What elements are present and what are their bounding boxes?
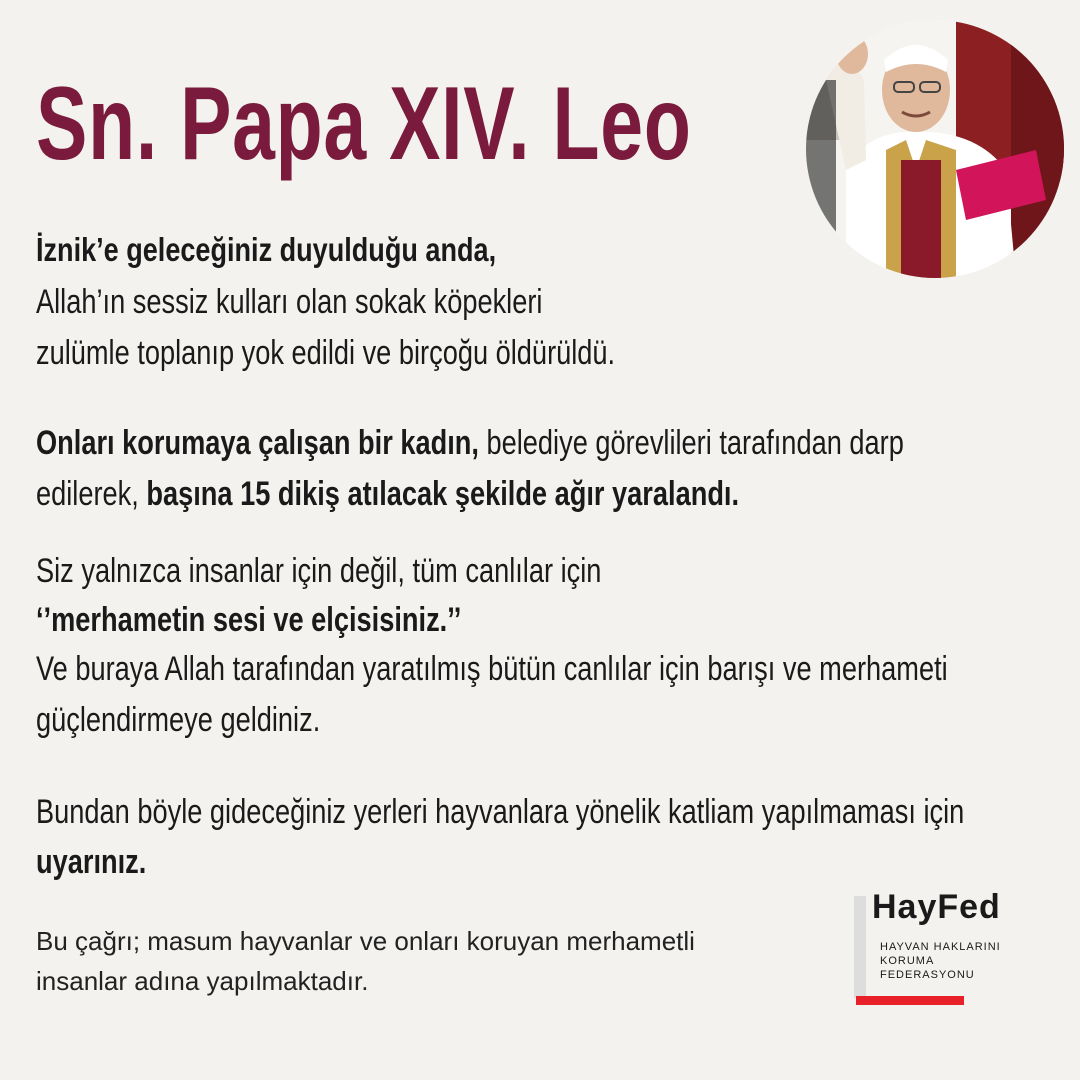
logo-name: HayFed <box>872 888 1001 926</box>
logo-sub-line3: FEDERASYONU <box>880 969 975 981</box>
paragraph2-line1-regular: belediye görevlileri tarafından darp <box>478 424 904 462</box>
logo-bar <box>854 896 866 998</box>
page-title: Sn. Papa XIV. Leo <box>36 66 692 182</box>
paragraph2-line2-bold: başına 15 dikiş atılacak şekilde ağır yaralandı. <box>146 475 740 513</box>
paragraph2-line2 <box>36 474 739 515</box>
logo-red-underline <box>856 996 964 1005</box>
paragraph1-line3: zulümle toplanıp yok edildi ve birçoğu öldürüldü. <box>36 334 616 372</box>
paragraph2-line2-regular: edilerek, <box>36 475 147 513</box>
lead-heading: İznik’e geleceğiniz duyulduğu anda, <box>36 231 497 268</box>
paragraph3-line4: güçlendirmeye geldiniz. <box>36 701 321 739</box>
logo-subtitle <box>880 940 1020 982</box>
paragraph2-line1-bold: Onları korumaya çalışan bir kadın, <box>36 424 479 462</box>
paragraph4-line1: Bundan böyle gideceğiniz yerleri hayvanlara yönelik katliam yapılmaması için <box>36 793 965 831</box>
paragraph4-line2: uyarınız. <box>36 843 147 881</box>
logo-sub-line1: HAYVAN HAKLARINI <box>880 941 1001 953</box>
paragraph1-line2: Allah’ın sessiz kulları olan sokak köpekleri <box>36 283 543 321</box>
logo-sub-line2: KORUMA <box>880 955 935 967</box>
paragraph3-quote: ‘’merhametin sesi ve elçisisiniz.’’ <box>36 601 462 639</box>
hayfed-logo <box>854 888 1024 1008</box>
paragraph3-line1: Siz yalnızca insanlar için değil, tüm canlılar için <box>36 552 602 590</box>
portrait-photo <box>806 20 1064 278</box>
paragraph3-line3: Ve buraya Allah tarafından yaratılmış bütün canlılar için barışı ve merhameti <box>36 650 948 688</box>
portrait-illustration <box>806 20 1064 278</box>
paragraph2-line1 <box>36 423 904 464</box>
footer-line1: Bu çağrı; masum hayvanlar ve onları koruyan merhametli <box>36 926 695 956</box>
footer-line2: insanlar adına yapılmaktadır. <box>36 966 369 996</box>
